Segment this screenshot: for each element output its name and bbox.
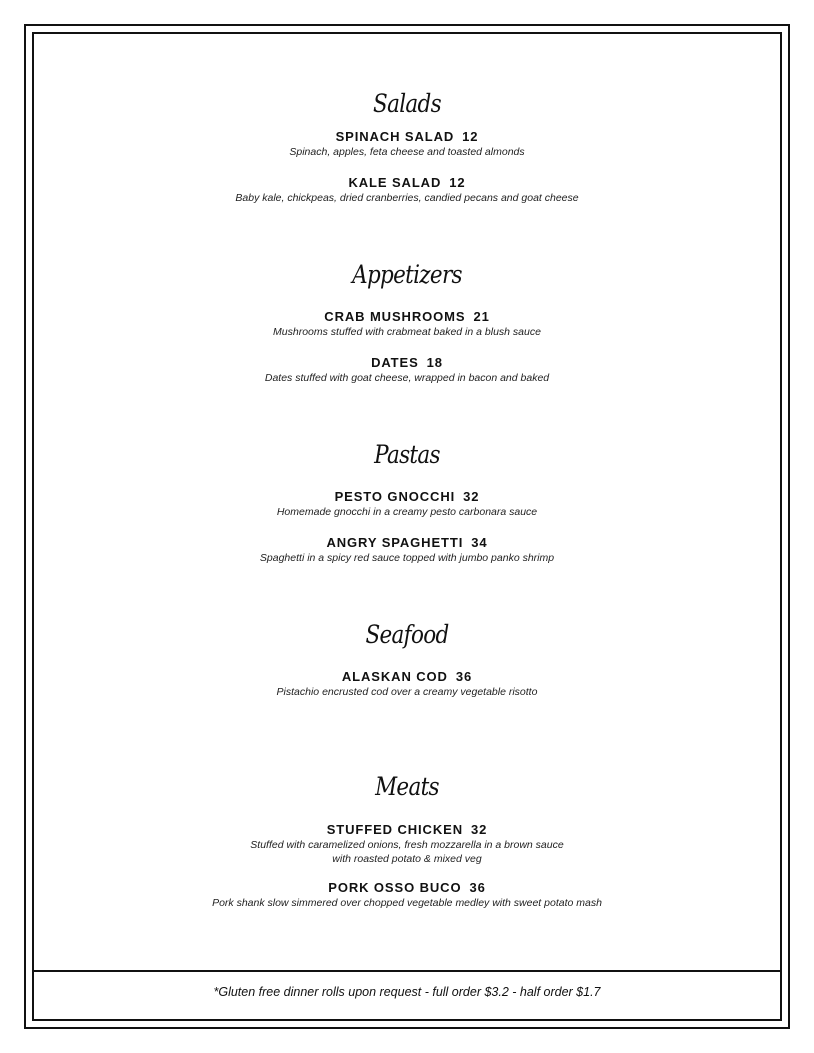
item-price: 21 (473, 309, 490, 324)
item-name: ALASKAN COD (341, 669, 448, 684)
section-meats (34, 772, 780, 910)
item-description-line-2: with roasted potato & mixed veg (332, 853, 482, 865)
item-header (34, 489, 780, 505)
section-pastas (34, 440, 780, 565)
item-name: DATES (371, 355, 419, 370)
menu-item (34, 669, 780, 699)
item-header (34, 175, 780, 191)
menu-item (34, 489, 780, 519)
item-description: Stuffed with caramelized onions, fresh mozzarella in a brown sauce (250, 839, 564, 851)
item-header (34, 669, 780, 685)
menu-item (34, 535, 780, 565)
menu-item (34, 822, 780, 866)
section-appetizers (34, 260, 780, 385)
item-name: ANGRY SPAGHETTI (326, 535, 464, 550)
item-price: 36 (469, 880, 486, 895)
item-description: Mushrooms stuffed with crabmeat baked in a blush sauce (273, 326, 541, 338)
item-header (34, 535, 780, 551)
item-header (34, 880, 780, 896)
item-name: KALE SALAD (348, 175, 442, 190)
item-price: 12 (449, 175, 466, 190)
item-name: STUFFED CHICKEN (326, 822, 463, 837)
menu-item (34, 309, 780, 339)
footer-divider (32, 970, 782, 972)
item-header (34, 355, 780, 371)
item-price: 18 (426, 355, 443, 370)
item-description: Spaghetti in a spicy red sauce topped with jumbo panko shrimp (259, 552, 555, 564)
section-seafood (34, 620, 780, 699)
item-name: SPINACH SALAD (335, 129, 455, 144)
item-header (34, 822, 780, 838)
menu-item (34, 175, 780, 205)
item-description: Spinach, apples, feta cheese and toasted almonds (289, 146, 525, 158)
gluten-free-note: *Gluten free dinner rolls upon request - full order $3.2 - half order $1.7 (213, 985, 601, 999)
item-description: Pistachio encrusted cod over a creamy vegetable risotto (276, 686, 538, 698)
item-price: 34 (471, 535, 488, 550)
section-title: Seafood (365, 620, 449, 649)
section-title: Salads (373, 89, 441, 118)
section-title: Appetizers (352, 260, 462, 289)
item-description: Homemade gnocchi in a creamy pesto carbonara sauce (276, 506, 538, 518)
section-title: Meats (375, 772, 439, 801)
section-salads (34, 89, 780, 205)
item-name: PESTO GNOCCHI (334, 489, 456, 504)
item-price: 32 (463, 489, 480, 504)
menu-item (34, 129, 780, 159)
item-description: Dates stuffed with goat cheese, wrapped in bacon and baked (264, 372, 550, 384)
menu-item (34, 355, 780, 385)
item-description: Baby kale, chickpeas, dried cranberries, candied pecans and goat cheese (235, 192, 579, 204)
section-title: Pastas (374, 440, 440, 469)
item-name: PORK OSSO BUCO (328, 880, 462, 895)
item-price: 32 (471, 822, 488, 837)
item-header (34, 309, 780, 325)
item-header (34, 129, 780, 145)
item-description: Pork shank slow simmered over chopped vegetable medley with sweet potato mash (212, 897, 602, 909)
item-name: CRAB MUSHROOMS (324, 309, 466, 324)
item-price: 12 (462, 129, 479, 144)
item-price: 36 (455, 669, 473, 684)
menu-item (34, 880, 780, 910)
